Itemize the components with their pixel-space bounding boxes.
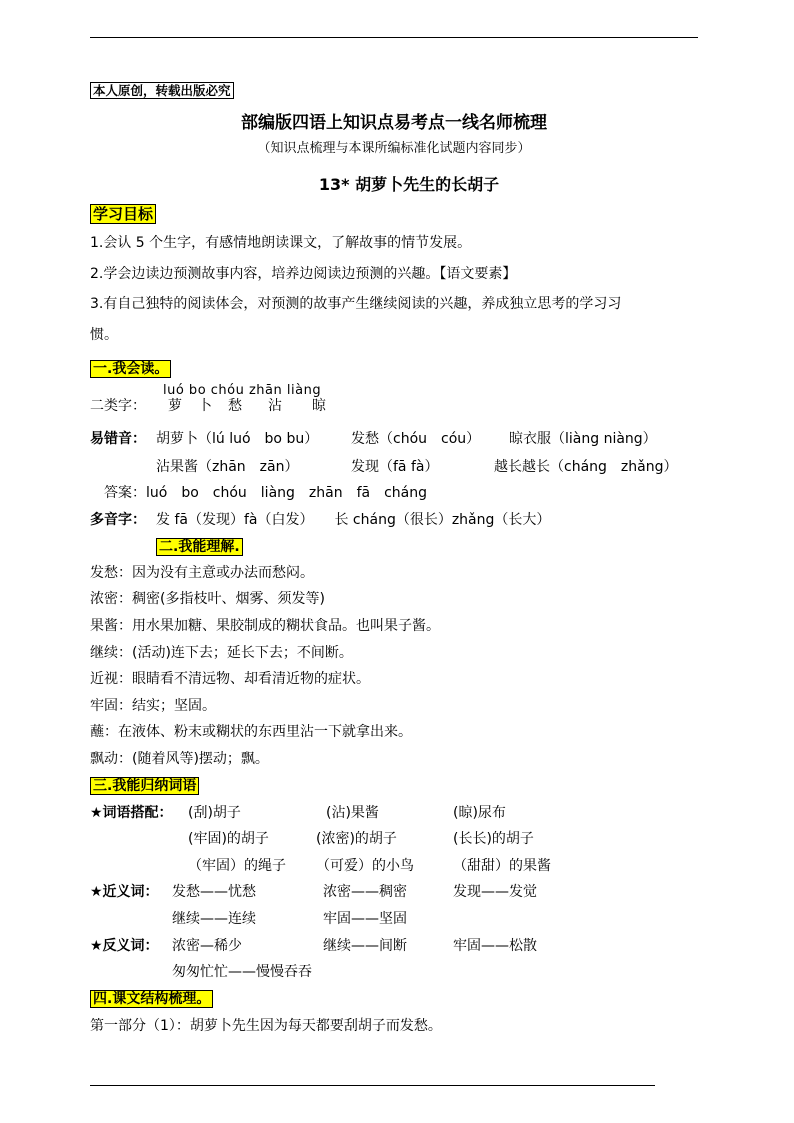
collocation-item: （甜甜）的果酱	[453, 858, 551, 874]
mistake-item: 胡萝卜（lú luó bo bu）	[156, 431, 319, 447]
collocation-item: （牢固）的绳子	[188, 858, 286, 874]
polyphone-label: 多音字：	[90, 512, 146, 528]
goal-item: 1.会认 5 个生字，有感情地朗读课文，了解故事的情节发展。	[90, 235, 472, 251]
antonym-item: 浓密—稀少	[172, 938, 242, 954]
collocation-item: (晾)尿布	[453, 805, 506, 821]
goal-item: 3.有自己独特的阅读体会，对预测的故事产生继续阅读的兴趣，养成独立思考的学习习	[90, 296, 622, 312]
synonym-item: 牢固——坚固	[323, 911, 407, 927]
header-rule	[90, 37, 698, 38]
definition-item: 继续：(活动)连下去；延长下去；不间断。	[90, 645, 353, 661]
antonym-item: 牢固——松散	[453, 938, 537, 954]
char-item: 卜	[198, 398, 212, 414]
footer-rule	[90, 1085, 655, 1086]
second-class-chars-label: 二类字：	[90, 398, 146, 414]
collocation-item: （可爱）的小鸟	[316, 858, 414, 874]
main-title: 部编版四语上知识点易考点一线名师梳理	[241, 113, 547, 133]
definition-item: 飘动：(随着风等)摆动；飘。	[90, 751, 269, 767]
section4-heading: 四.课文结构梳理。	[90, 989, 213, 1009]
goals-heading: 学习目标	[90, 204, 156, 225]
polyphone-text: 发 fā（发现）fà（白发） 长 cháng（很长）zhǎng（长大）	[156, 512, 551, 528]
structure-part1: 第一部分（1）：胡萝卜先生因为每天都要刮胡子而发愁。	[90, 1018, 442, 1034]
mistake-item: 发愁（chóu cóu）	[351, 431, 481, 447]
definition-item: 果酱：用水果加糖、果胶制成的糊状食品。也叫果子酱。	[90, 618, 440, 634]
copyright-notice: 本人原创，转载出版必究	[90, 81, 234, 101]
mistake-item: 越长越长（cháng zhǎng）	[494, 459, 678, 475]
antonym-item: 继续——间断	[323, 938, 407, 954]
goal-item: 2.学会边读边预测故事内容，培养边阅读边预测的兴趣。【语文要素】	[90, 266, 517, 282]
mistake-item: 发现（fā fà）	[351, 459, 439, 475]
definition-item: 牢固：结实；坚固。	[90, 698, 216, 714]
mistake-item: 沾果酱（zhān zān）	[156, 459, 299, 475]
subtitle: （知识点梳理与本课所编标准化试题内容同步）	[257, 141, 531, 156]
synonym-item: 发愁——忧愁	[172, 884, 256, 900]
char-item: 萝	[168, 398, 182, 414]
char-item: 晾	[312, 398, 326, 414]
section2-heading: 二.我能理解.	[156, 537, 243, 557]
collocation-item: (牢固)的胡子	[188, 831, 269, 847]
synonym-item: 浓密——稠密	[323, 884, 407, 900]
definition-item: 近视：眼睛看不清远物、却看清近物的症状。	[90, 671, 370, 687]
definition-item: 发愁：因为没有主意或办法而愁闷。	[90, 565, 314, 581]
collocation-item: (浓密)的胡子	[316, 831, 397, 847]
synonym-label: ★近义词：	[90, 884, 159, 900]
char-item: 愁	[228, 398, 242, 414]
collocation-label: ★词语搭配：	[90, 805, 173, 821]
antonym-label: ★反义词：	[90, 938, 159, 954]
answer-line: 答案：luó bo chóu liàng zhān fā cháng	[104, 485, 427, 501]
synonym-item: 继续——连续	[172, 911, 256, 927]
mistake-label: 易错音：	[90, 431, 146, 447]
goal-item: 惯。	[90, 327, 118, 343]
definition-item: 浓密：稠密(多指枝叶、烟雾、须发等)	[90, 591, 325, 607]
definition-item: 蘸：在液体、粉末或糊状的东西里沾一下就拿出来。	[90, 724, 412, 740]
section1-heading: 一.我会读。	[90, 359, 171, 379]
section3-heading: 三.我能归纳词语	[90, 776, 199, 796]
pinyin-line: luó bo chóu zhān liàng	[163, 383, 322, 398]
collocation-item: (长长)的胡子	[453, 831, 534, 847]
lesson-title: 13* 胡萝卜先生的长胡子	[318, 175, 500, 194]
collocation-item: (沾)果酱	[326, 805, 379, 821]
mistake-item: 晾衣服（liàng niàng）	[509, 431, 657, 447]
collocation-item: (刮)胡子	[188, 805, 241, 821]
synonym-item: 发现——发觉	[453, 884, 537, 900]
char-item: 沾	[268, 398, 282, 414]
antonym-item: 匆匆忙忙——慢慢吞吞	[172, 964, 312, 980]
